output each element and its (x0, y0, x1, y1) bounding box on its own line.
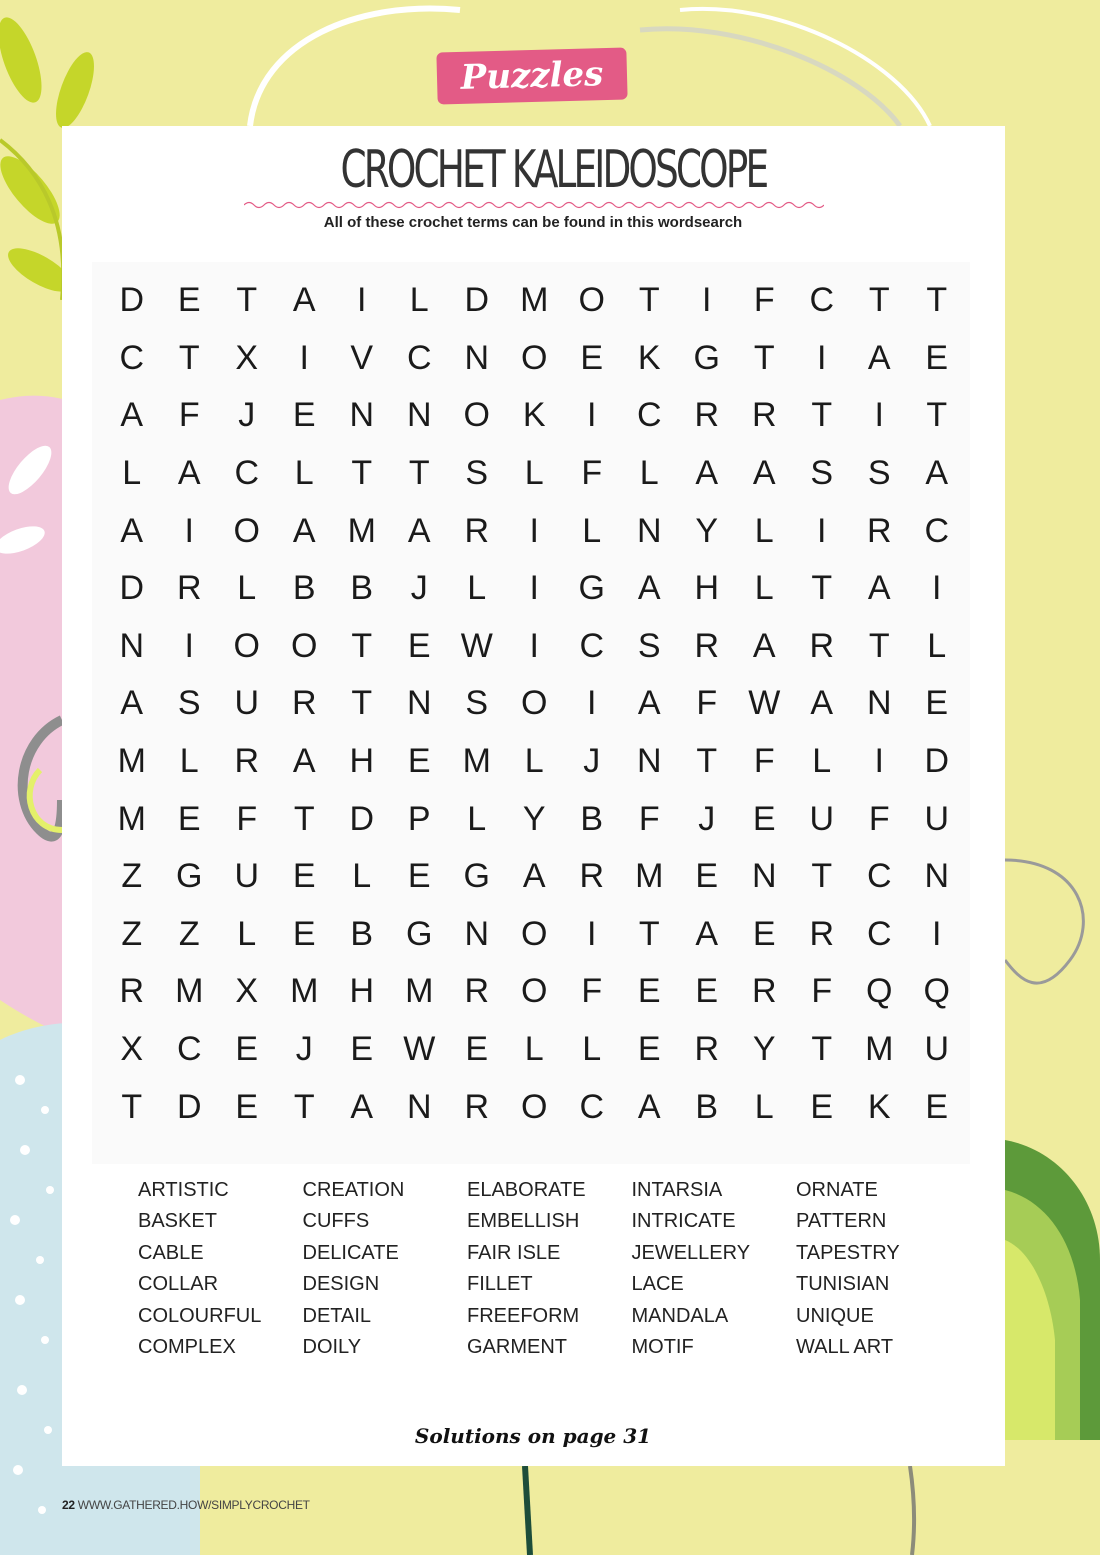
grid-cell: J (583, 742, 601, 781)
grid-cell: E (637, 1030, 661, 1069)
grid-cell: T (811, 1030, 833, 1069)
grid-cell: E (580, 338, 604, 377)
grid-cell: L (467, 569, 487, 608)
grid-cell: R (464, 1087, 490, 1126)
grid-cell: U (809, 799, 835, 838)
grid-cell: T (236, 281, 258, 320)
grid-cell: Y (695, 511, 719, 550)
grid-cell: E (177, 799, 201, 838)
grid-cell: D (924, 742, 950, 781)
word-list-item: CREATION (302, 1179, 405, 1201)
grid-cell: N (924, 857, 950, 896)
grid-cell: Z (121, 914, 143, 953)
grid-cell: N (636, 511, 662, 550)
title-underline (244, 200, 824, 210)
grid-cell: N (636, 742, 662, 781)
grid-cell: C (866, 914, 892, 953)
grid-cell: U (924, 799, 950, 838)
grid-cell: N (406, 1087, 432, 1126)
grid-cell: S (810, 454, 834, 493)
grid-cell: L (754, 511, 774, 550)
grid-cell: S (465, 454, 489, 493)
word-list-item: LACE (631, 1273, 684, 1296)
grid-cell: V (350, 338, 374, 377)
grid-cell: I (529, 511, 539, 550)
grid-cell: R (751, 396, 777, 435)
grid-cell: M (635, 857, 664, 896)
grid-cell: I (817, 511, 827, 550)
grid-cell: I (299, 338, 309, 377)
grid-cell: O (233, 511, 260, 550)
grid-cell: A (637, 569, 661, 608)
grid-cell: L (467, 799, 487, 838)
grid-cell: I (817, 338, 827, 377)
grid-cell: E (407, 626, 431, 665)
grid-cell: W (748, 684, 781, 723)
grid-cell: E (292, 914, 316, 953)
grid-cell: N (406, 684, 432, 723)
grid-cell: T (408, 454, 430, 493)
grid-cell: Q (866, 972, 893, 1011)
grid-cell: X (235, 972, 259, 1011)
grid-cell: S (637, 626, 661, 665)
page-title: CROCHET KALEIDOSCOPE (340, 140, 767, 200)
grid-cell: D (119, 281, 145, 320)
grid-cell: R (694, 626, 720, 665)
grid-cell: I (932, 569, 942, 608)
grid-cell: C (406, 338, 432, 377)
grid-cell: D (349, 799, 375, 838)
word-list-item: DESIGN (302, 1273, 380, 1296)
word-list-item: COLOURFUL (138, 1304, 262, 1327)
grid-cell: O (521, 338, 548, 377)
grid-cell: I (357, 281, 367, 320)
word-list-item: ARTISTIC (138, 1179, 229, 1201)
grid-cell: O (291, 626, 318, 665)
word-list-item: INTRICATE (631, 1210, 736, 1233)
grid-cell: H (694, 569, 720, 608)
grid-cell: L (409, 281, 429, 320)
grid-cell: E (235, 1087, 259, 1126)
grid-cell: O (521, 972, 548, 1011)
grid-cell: O (463, 396, 490, 435)
grid-cell: A (637, 1087, 661, 1126)
grid-cell: D (176, 1087, 202, 1126)
grid-cell: F (811, 972, 833, 1011)
grid-cell: T (121, 1087, 143, 1126)
grid-cell: A (867, 338, 891, 377)
grid-cell: L (352, 857, 372, 896)
grid-cell: T (868, 626, 890, 665)
grid-cell: R (579, 857, 605, 896)
grid-cell: E (695, 857, 719, 896)
grid-cell: F (696, 684, 718, 723)
grid-cell: C (636, 396, 662, 435)
grid-cell: T (638, 281, 660, 320)
grid-cell: W (403, 1030, 436, 1069)
grid-cell: A (120, 684, 144, 723)
grid-cell: D (464, 281, 490, 320)
grid-cell: U (924, 1030, 950, 1069)
grid-cell: L (812, 742, 832, 781)
word-list-item: COLLAR (138, 1273, 219, 1296)
solutions-note: Solutions on page 31 (414, 1424, 652, 1448)
grid-cell: N (751, 857, 777, 896)
grid-cell: M (290, 972, 319, 1011)
grid-cell: L (179, 742, 199, 781)
grid-cell: E (925, 1087, 949, 1126)
grid-cell: S (867, 454, 891, 493)
grid-cell: E (292, 396, 316, 435)
grid-cell: F (868, 799, 890, 838)
grid-cell: E (810, 1087, 834, 1126)
grid-cell: R (694, 1030, 720, 1069)
grid-cell: Y (522, 799, 546, 838)
grid-cell: A (350, 1087, 374, 1126)
grid-cell: P (407, 799, 431, 838)
grid-cell: F (753, 742, 775, 781)
grid-cell: E (752, 799, 776, 838)
grid-cell: T (293, 799, 315, 838)
section-tag: Puzzles (436, 48, 627, 105)
grid-cell: S (465, 684, 489, 723)
grid-cell: L (754, 1087, 774, 1126)
grid-cell: J (238, 396, 256, 435)
grid-cell: N (406, 396, 432, 435)
page-number: 22 (62, 1498, 75, 1512)
grid-cell: N (866, 684, 892, 723)
wordsearch-grid (103, 272, 966, 1136)
grid-cell: R (809, 626, 835, 665)
word-list-item: JEWELLERY (631, 1241, 751, 1264)
grid-cell: A (177, 454, 201, 493)
word-list-item: UNIQUE (796, 1304, 874, 1327)
grid-cell: E (752, 914, 776, 953)
grid-cell: O (521, 1087, 548, 1126)
grid-cell: H (349, 972, 375, 1011)
grid-cell: E (407, 742, 431, 781)
word-list-item: DOILY (302, 1335, 362, 1358)
grid-cell: A (120, 396, 144, 435)
grid-cell: T (811, 569, 833, 608)
grid-cell: M (117, 799, 146, 838)
grid-cell: F (581, 972, 603, 1011)
grid-cell: O (521, 684, 548, 723)
word-list-item: CUFFS (302, 1210, 370, 1233)
grid-cell: Z (178, 914, 200, 953)
word-list-item: FAIR ISLE (467, 1241, 561, 1264)
grid-cell: B (580, 799, 604, 838)
grid-cell: F (638, 799, 660, 838)
word-list-item: COMPLEX (138, 1335, 236, 1358)
word-list (138, 1176, 961, 1364)
grid-cell: M (117, 742, 146, 781)
grid-cell: M (347, 511, 376, 550)
grid-cell: U (234, 857, 260, 896)
word-list-item: ORNATE (796, 1179, 878, 1201)
grid-cell: T (178, 338, 200, 377)
grid-cell: M (462, 742, 491, 781)
word-list-item: WALL ART (796, 1335, 894, 1358)
grid-cell: E (235, 1030, 259, 1069)
word-list-item: CABLE (138, 1241, 204, 1264)
grid-cell: T (351, 684, 373, 723)
grid-cell: R (866, 511, 892, 550)
grid-cell: A (867, 569, 891, 608)
grid-cell: E (925, 684, 949, 723)
grid-cell: W (460, 626, 493, 665)
grid-cell: X (120, 1030, 144, 1069)
grid-cell: S (177, 684, 201, 723)
grid-cell: A (752, 626, 776, 665)
grid-cell: J (410, 569, 428, 608)
grid-cell: B (292, 569, 316, 608)
grid-cell: O (578, 281, 605, 320)
word-list-item: BASKET (138, 1210, 217, 1233)
grid-cell: T (696, 742, 718, 781)
grid-cell: A (752, 454, 776, 493)
grid-cell: E (465, 1030, 489, 1069)
grid-cell: G (406, 914, 433, 953)
grid-cell: A (695, 914, 719, 953)
grid-cell: L (524, 1030, 544, 1069)
grid-cell: C (809, 281, 835, 320)
grid-cell: E (637, 972, 661, 1011)
grid-cell: G (693, 338, 720, 377)
grid-cell: T (638, 914, 660, 953)
grid-cell: N (464, 338, 490, 377)
grid-cell: A (522, 857, 546, 896)
grid-cell: N (464, 914, 490, 953)
grid-cell: B (350, 914, 374, 953)
grid-cell: C (234, 454, 260, 493)
grid-cell: F (178, 396, 200, 435)
grid-cell: M (175, 972, 204, 1011)
website-url: WWW.GATHERED.HOW/SIMPLYCROCHET (77, 1498, 310, 1512)
grid-cell: R (694, 396, 720, 435)
word-list-item: ELABORATE (467, 1179, 586, 1201)
grid-cell: G (463, 857, 490, 896)
grid-cell: C (866, 857, 892, 896)
grid-cell: F (581, 454, 603, 493)
grid-cell: K (637, 338, 661, 377)
grid-cell: K (867, 1087, 891, 1126)
grid-cell: R (291, 684, 317, 723)
grid-cell: B (350, 569, 374, 608)
grid-cell: Q (923, 972, 950, 1011)
grid-cell: I (702, 281, 712, 320)
grid-cell: E (350, 1030, 374, 1069)
grid-cell: D (119, 569, 145, 608)
grid-cell: I (184, 511, 194, 550)
grid-cell: C (176, 1030, 202, 1069)
grid-cell: I (587, 396, 597, 435)
grid-cell: A (120, 511, 144, 550)
grid-cell: O (521, 914, 548, 953)
grid-cell: M (520, 281, 549, 320)
grid-cell: T (293, 1087, 315, 1126)
grid-cell: G (578, 569, 605, 608)
word-list-item: PATTERN (796, 1210, 887, 1233)
grid-cell: A (925, 454, 949, 493)
grid-cell: L (237, 569, 257, 608)
grid-cell: I (587, 914, 597, 953)
word-list-item: TAPESTRY (796, 1241, 900, 1264)
page-subtitle: All of these crochet terms can be found in this wordsearch (323, 214, 743, 231)
grid-cell: A (695, 454, 719, 493)
grid-cell: F (236, 799, 258, 838)
grid-cell: A (292, 511, 316, 550)
grid-cell: H (349, 742, 375, 781)
grid-cell: I (184, 626, 194, 665)
grid-cell: J (698, 799, 716, 838)
word-list-item: MOTIF (631, 1335, 694, 1358)
grid-cell: O (233, 626, 260, 665)
grid-cell: N (119, 626, 145, 665)
word-list-item: DETAIL (302, 1304, 372, 1327)
grid-cell: T (351, 626, 373, 665)
grid-cell: I (874, 742, 884, 781)
grid-cell: L (524, 454, 544, 493)
grid-cell: E (407, 857, 431, 896)
grid-cell: A (407, 511, 431, 550)
grid-cell: Z (121, 857, 143, 896)
word-list-item: FREEFORM (467, 1304, 580, 1327)
grid-cell: C (119, 338, 145, 377)
grid-cell: L (582, 511, 602, 550)
grid-cell: R (119, 972, 145, 1011)
grid-cell: F (753, 281, 775, 320)
grid-cell: L (927, 626, 947, 665)
word-list-item: INTARSIA (631, 1179, 723, 1201)
grid-cell: A (637, 684, 661, 723)
grid-cell: E (177, 281, 201, 320)
grid-cell: L (524, 742, 544, 781)
grid-cell: C (579, 1087, 605, 1126)
page-footer (62, 1498, 310, 1512)
grid-cell: T (926, 281, 948, 320)
grid-cell: E (925, 338, 949, 377)
grid-cell: T (926, 396, 948, 435)
grid-cell: E (292, 857, 316, 896)
grid-cell: L (754, 569, 774, 608)
grid-cell: C (924, 511, 950, 550)
grid-cell: M (865, 1030, 894, 1069)
word-list-item: MANDALA (631, 1304, 729, 1327)
grid-cell: G (176, 857, 203, 896)
grid-cell: E (695, 972, 719, 1011)
grid-cell: U (234, 684, 260, 723)
grid-cell: R (464, 972, 490, 1011)
grid-cell: L (639, 454, 659, 493)
grid-cell: L (237, 914, 257, 953)
grid-cell: X (235, 338, 259, 377)
grid-cell: I (874, 396, 884, 435)
grid-cell: R (234, 742, 260, 781)
grid-cell: R (176, 569, 202, 608)
grid-cell: I (587, 684, 597, 723)
grid-cell: M (405, 972, 434, 1011)
grid-cell: T (753, 338, 775, 377)
grid-cell: J (295, 1030, 313, 1069)
grid-cell: L (294, 454, 314, 493)
grid-cell: A (292, 742, 316, 781)
grid-cell: I (529, 569, 539, 608)
grid-cell: N (349, 396, 375, 435)
grid-cell: T (811, 857, 833, 896)
word-list-item: GARMENT (467, 1335, 567, 1358)
grid-cell: T (351, 454, 373, 493)
grid-cell: R (464, 511, 490, 550)
word-list-item: TUNISIAN (796, 1273, 890, 1296)
grid-cell: Y (752, 1030, 776, 1069)
grid-cell: T (811, 396, 833, 435)
grid-cell: L (582, 1030, 602, 1069)
word-list-item: FILLET (467, 1273, 533, 1296)
grid-cell: R (751, 972, 777, 1011)
grid-cell: K (522, 396, 546, 435)
grid-cell: I (529, 626, 539, 665)
grid-cell: C (579, 626, 605, 665)
grid-cell: T (868, 281, 890, 320)
grid-cell: I (932, 914, 942, 953)
grid-cell: A (292, 281, 316, 320)
grid-cell: R (809, 914, 835, 953)
grid-cell: B (695, 1087, 719, 1126)
word-list-item: DELICATE (302, 1241, 399, 1264)
grid-cell: L (122, 454, 142, 493)
word-list-item: EMBELLISH (467, 1210, 580, 1233)
grid-cell: A (810, 684, 834, 723)
